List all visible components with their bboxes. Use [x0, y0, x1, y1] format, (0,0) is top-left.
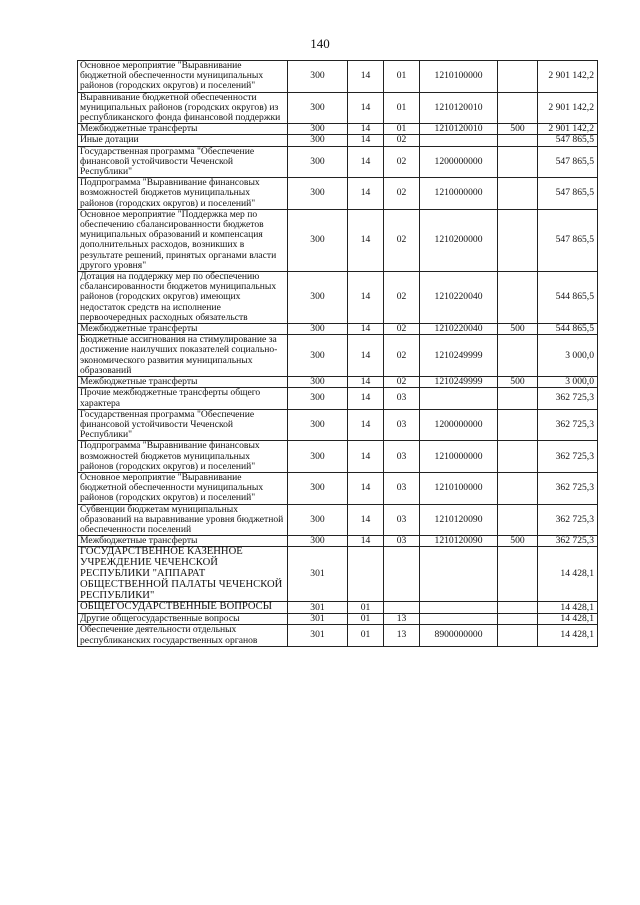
cell-amount: 14 428,1	[538, 625, 598, 646]
cell-ministry-code: 300	[288, 504, 348, 536]
cell-subsection: 02	[384, 209, 420, 271]
cell-section: 14	[348, 135, 384, 146]
cell-expense-type: 500	[498, 377, 538, 388]
cell-amount: 14 428,1	[538, 547, 598, 602]
cell-name: Основное мероприятие "Выравнивание бюджетной обеспеченности муниципальных районов (городских округов) и поселений"	[78, 61, 288, 93]
cell-target-article: 1210200000	[420, 209, 498, 271]
cell-subsection: 02	[384, 335, 420, 377]
cell-subsection: 03	[384, 388, 420, 409]
cell-ministry-code: 300	[288, 178, 348, 210]
cell-subsection: 03	[384, 472, 420, 504]
table-row	[78, 504, 598, 536]
cell-ministry-code: 300	[288, 92, 348, 124]
cell-target-article: 1210249999	[420, 335, 498, 377]
cell-target-article: 1210120010	[420, 92, 498, 124]
cell-section: 14	[348, 61, 384, 93]
table-row	[78, 209, 598, 271]
cell-expense-type	[498, 614, 538, 625]
cell-amount: 14 428,1	[538, 614, 598, 625]
cell-ministry-code: 300	[288, 409, 348, 441]
cell-section: 14	[348, 146, 384, 178]
cell-amount: 3 000,0	[538, 335, 598, 377]
cell-section: 14	[348, 335, 384, 377]
cell-subsection	[384, 547, 420, 602]
cell-target-article: 1210000000	[420, 178, 498, 210]
cell-section: 01	[348, 625, 384, 646]
table-row	[78, 441, 598, 473]
cell-section: 01	[348, 614, 384, 625]
table-row	[78, 472, 598, 504]
cell-amount: 547 865,5	[538, 209, 598, 271]
cell-section	[348, 547, 384, 602]
table-row	[78, 324, 598, 335]
cell-expense-type	[498, 272, 538, 324]
cell-name: ОБЩЕГОСУДАРСТВЕННЫЕ ВОПРОСЫ	[78, 602, 288, 614]
table-row	[78, 547, 598, 602]
cell-target-article: 1200000000	[420, 146, 498, 178]
cell-amount: 547 865,5	[538, 146, 598, 178]
table-row	[78, 536, 598, 547]
cell-ministry-code: 300	[288, 377, 348, 388]
cell-section: 14	[348, 377, 384, 388]
cell-expense-type: 500	[498, 536, 538, 547]
cell-amount: 544 865,5	[538, 324, 598, 335]
cell-expense-type	[498, 335, 538, 377]
cell-ministry-code: 300	[288, 324, 348, 335]
cell-target-article: 1210120010	[420, 124, 498, 135]
cell-section: 14	[348, 441, 384, 473]
cell-ministry-code: 300	[288, 124, 348, 135]
cell-subsection: 03	[384, 504, 420, 536]
cell-subsection: 13	[384, 614, 420, 625]
cell-subsection: 02	[384, 377, 420, 388]
cell-target-article	[420, 388, 498, 409]
cell-target-article: 8900000000	[420, 625, 498, 646]
table-row	[78, 124, 598, 135]
cell-ministry-code: 300	[288, 135, 348, 146]
cell-name: Субвенции бюджетам муниципальных образований на выравнивание уровня бюджетной обеспеченности поселений	[78, 504, 288, 536]
cell-target-article	[420, 135, 498, 146]
cell-target-article: 1210100000	[420, 472, 498, 504]
cell-ministry-code: 300	[288, 146, 348, 178]
table-row	[78, 409, 598, 441]
cell-amount: 362 725,3	[538, 441, 598, 473]
cell-amount: 3 000,0	[538, 377, 598, 388]
table-row	[78, 614, 598, 625]
cell-expense-type	[498, 61, 538, 93]
cell-amount: 547 865,5	[538, 178, 598, 210]
budget-table	[77, 60, 598, 647]
cell-subsection: 03	[384, 409, 420, 441]
cell-subsection: 01	[384, 92, 420, 124]
cell-name: Межбюджетные трансферты	[78, 324, 288, 335]
cell-ministry-code: 301	[288, 625, 348, 646]
cell-subsection: 02	[384, 178, 420, 210]
cell-amount: 2 901 142,2	[538, 124, 598, 135]
cell-subsection: 13	[384, 625, 420, 646]
cell-target-article: 1210100000	[420, 61, 498, 93]
cell-ministry-code: 301	[288, 614, 348, 625]
cell-name: Дотация на поддержку мер по обеспечению сбалансированности бюджетов муниципальных районов (городских округов) имеющих недостаток средств на исполнение первоочередных расходных обязательств	[78, 272, 288, 324]
cell-expense-type	[498, 547, 538, 602]
cell-subsection: 02	[384, 135, 420, 146]
cell-ministry-code: 300	[288, 209, 348, 271]
table-row	[78, 146, 598, 178]
cell-subsection: 02	[384, 324, 420, 335]
cell-target-article	[420, 602, 498, 614]
cell-target-article: 1210220040	[420, 272, 498, 324]
cell-target-article	[420, 547, 498, 602]
cell-target-article: 1200000000	[420, 409, 498, 441]
cell-expense-type: 500	[498, 124, 538, 135]
cell-amount: 547 865,5	[538, 135, 598, 146]
cell-section: 14	[348, 504, 384, 536]
cell-amount: 544 865,5	[538, 272, 598, 324]
cell-name: Подпрограмма "Выравнивание финансовых возможностей бюджетов муниципальных районов (городских округов) и поселений"	[78, 441, 288, 473]
cell-name: Межбюджетные трансферты	[78, 377, 288, 388]
cell-section: 14	[348, 536, 384, 547]
cell-subsection: 01	[384, 124, 420, 135]
cell-ministry-code: 300	[288, 536, 348, 547]
cell-subsection: 03	[384, 536, 420, 547]
cell-target-article	[420, 614, 498, 625]
cell-name: Основное мероприятие "Поддержка мер по обеспечению сбалансированности бюджетов муниципальных образований и компенсация дополнительных расходов, возникших в результате решений, принятых органами власти другого уровня"	[78, 209, 288, 271]
cell-amount: 362 725,3	[538, 472, 598, 504]
cell-ministry-code: 300	[288, 335, 348, 377]
cell-ministry-code: 300	[288, 388, 348, 409]
cell-amount: 362 725,3	[538, 409, 598, 441]
table-row	[78, 388, 598, 409]
cell-name: Иные дотации	[78, 135, 288, 146]
cell-expense-type: 500	[498, 324, 538, 335]
cell-subsection: 02	[384, 272, 420, 324]
cell-section: 14	[348, 178, 384, 210]
page-number: 140	[310, 36, 330, 51]
cell-amount: 362 725,3	[538, 504, 598, 536]
table-row	[78, 61, 598, 93]
cell-name: Другие общегосударственные вопросы	[78, 614, 288, 625]
cell-subsection: 01	[384, 61, 420, 93]
cell-section: 14	[348, 409, 384, 441]
cell-subsection	[384, 602, 420, 614]
cell-amount: 362 725,3	[538, 388, 598, 409]
cell-subsection: 02	[384, 146, 420, 178]
cell-name: Подпрограмма "Выравнивание финансовых возможностей бюджетов муниципальных районов (городских округов) и поселений"	[78, 178, 288, 210]
cell-section: 01	[348, 602, 384, 614]
cell-amount: 362 725,3	[538, 536, 598, 547]
cell-amount: 14 428,1	[538, 602, 598, 614]
cell-ministry-code: 300	[288, 61, 348, 93]
cell-subsection: 03	[384, 441, 420, 473]
cell-name: Государственная программа "Обеспечение финансовой устойчивости Чеченской Республики"	[78, 146, 288, 178]
cell-name: Основное мероприятие "Выравнивание бюджетной обеспеченности муниципальных районов (городских округов) и поселений"	[78, 472, 288, 504]
cell-section: 14	[348, 272, 384, 324]
cell-name: Обеспечение деятельности отдельных республиканских государственных органов	[78, 625, 288, 646]
cell-section: 14	[348, 92, 384, 124]
cell-name: ГОСУДАРСТВЕННОЕ КАЗЕННОЕ УЧРЕЖДЕНИЕ ЧЕЧЕНСКОЙ РЕСПУБЛИКИ "АППАРАТ ОБЩЕСТВЕННОЙ ПАЛАТЫ ЧЕЧЕНСКОЙ РЕСПУБЛИКИ"	[78, 547, 288, 602]
table-row	[78, 377, 598, 388]
cell-expense-type	[498, 178, 538, 210]
cell-expense-type	[498, 472, 538, 504]
cell-expense-type	[498, 146, 538, 178]
cell-name: Бюджетные ассигнования на стимулирование за достижение наилучших показателей социально-экономического развития муниципальных образований	[78, 335, 288, 377]
cell-expense-type	[498, 409, 538, 441]
cell-ministry-code: 301	[288, 547, 348, 602]
cell-target-article: 1210120090	[420, 504, 498, 536]
cell-name: Межбюджетные трансферты	[78, 536, 288, 547]
cell-target-article: 1210249999	[420, 377, 498, 388]
cell-name: Межбюджетные трансферты	[78, 124, 288, 135]
table-row	[78, 135, 598, 146]
cell-expense-type	[498, 441, 538, 473]
cell-target-article: 1210120090	[420, 536, 498, 547]
cell-name: Выравнивание бюджетной обеспеченности муниципальных районов (городских округов) из республиканского фонда финансовой поддержки	[78, 92, 288, 124]
table-row	[78, 272, 598, 324]
cell-ministry-code: 300	[288, 272, 348, 324]
cell-expense-type	[498, 602, 538, 614]
cell-amount: 2 901 142,2	[538, 61, 598, 93]
cell-section: 14	[348, 209, 384, 271]
cell-section: 14	[348, 388, 384, 409]
table-row	[78, 178, 598, 210]
table-row	[78, 335, 598, 377]
table-row	[78, 602, 598, 614]
cell-expense-type	[498, 135, 538, 146]
cell-name: Прочие межбюджетные трансферты общего характера	[78, 388, 288, 409]
cell-ministry-code: 300	[288, 472, 348, 504]
cell-expense-type	[498, 92, 538, 124]
cell-amount: 2 901 142,2	[538, 92, 598, 124]
cell-section: 14	[348, 472, 384, 504]
cell-expense-type	[498, 209, 538, 271]
cell-expense-type	[498, 625, 538, 646]
cell-name: Государственная программа "Обеспечение финансовой устойчивости Чеченской Республики"	[78, 409, 288, 441]
table-row	[78, 625, 598, 646]
cell-target-article: 1210220040	[420, 324, 498, 335]
cell-ministry-code: 301	[288, 602, 348, 614]
budget-table-body	[78, 61, 598, 647]
cell-section: 14	[348, 124, 384, 135]
cell-expense-type	[498, 504, 538, 536]
cell-section: 14	[348, 324, 384, 335]
cell-target-article: 1210000000	[420, 441, 498, 473]
cell-ministry-code: 300	[288, 441, 348, 473]
cell-expense-type	[498, 388, 538, 409]
table-row	[78, 92, 598, 124]
